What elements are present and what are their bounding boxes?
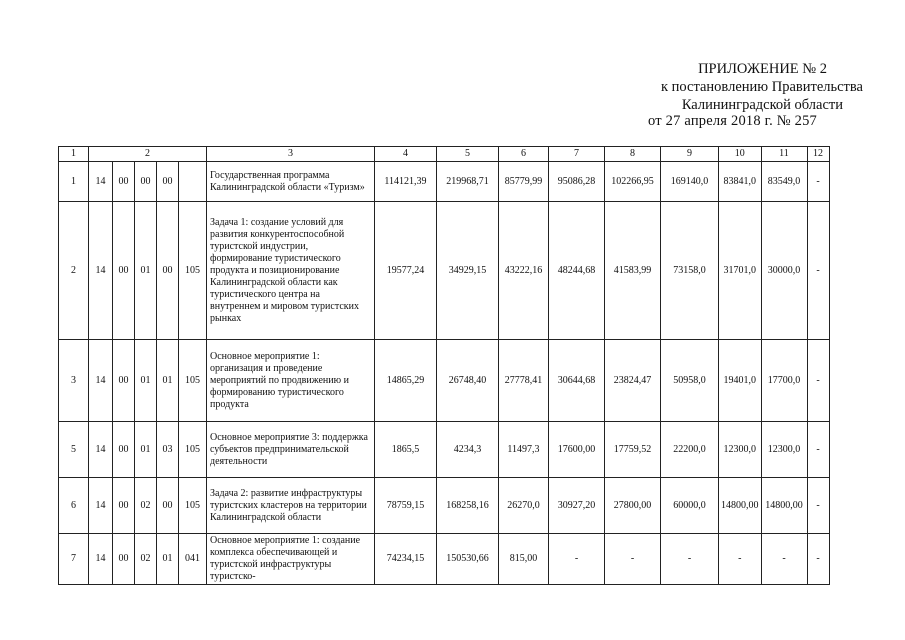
cell-c4: 01 <box>157 534 179 585</box>
cell-v7: - <box>549 534 605 585</box>
cell-v9: 73158,0 <box>661 202 719 340</box>
cell-v9: 60000,0 <box>661 478 719 534</box>
cell-c2: 00 <box>113 534 135 585</box>
cell-c5: 105 <box>179 202 207 340</box>
cell-v9: 22200,0 <box>661 422 719 478</box>
cell-v9: 50958,0 <box>661 340 719 422</box>
cell-v12: - <box>807 340 829 422</box>
cell-v12: - <box>807 534 829 585</box>
cell-v6: 43222,16 <box>499 202 549 340</box>
table-row <box>59 478 830 534</box>
cell-v4: 78759,15 <box>375 478 437 534</box>
cell-desc: Государственная программа Калининградской области «Туризм» <box>207 162 375 202</box>
cell-v8: - <box>605 534 661 585</box>
cell-v11: 17700,0 <box>761 340 807 422</box>
cell-c2: 00 <box>113 340 135 422</box>
cell-v10: 83841,0 <box>719 162 762 202</box>
cell-v10: 14800,00 <box>719 478 762 534</box>
header-cell-7: 7 <box>549 147 605 162</box>
appendix-subtitle-line2: Калининградской области <box>681 97 843 113</box>
cell-c3: 01 <box>135 340 157 422</box>
header-cell-3: 3 <box>207 147 375 162</box>
table-row <box>59 340 830 422</box>
cell-desc: Задача 2: развитие инфраструктуры туристских кластеров на территории Калининградской области <box>207 478 375 534</box>
cell-v8: 41583,99 <box>605 202 661 340</box>
cell-v5: 26748,40 <box>437 340 499 422</box>
cell-v7: 30927,20 <box>549 478 605 534</box>
cell-desc: Основное мероприятие 3: поддержка субъектов предпринимательской деятельности <box>207 422 375 478</box>
cell-c4: 00 <box>157 162 179 202</box>
cell-v5: 4234,3 <box>437 422 499 478</box>
table-header-row <box>59 147 830 162</box>
cell-c4: 01 <box>157 340 179 422</box>
cell-c5: 041 <box>179 534 207 585</box>
cell-v5: 168258,16 <box>437 478 499 534</box>
cell-n: 7 <box>59 534 89 585</box>
cell-v11: 14800,00 <box>761 478 807 534</box>
cell-v4: 14865,29 <box>375 340 437 422</box>
cell-c4: 03 <box>157 422 179 478</box>
cell-n: 6 <box>59 478 89 534</box>
cell-v10: 19401,0 <box>719 340 762 422</box>
cell-c3: 01 <box>135 202 157 340</box>
cell-v9: 169140,0 <box>661 162 719 202</box>
cell-v12: - <box>807 162 829 202</box>
cell-c1: 14 <box>89 422 113 478</box>
cell-c5: 105 <box>179 340 207 422</box>
cell-desc: Основное мероприятие 1: создание комплекса обеспечивающей и туристской инфраструктуры туристско- <box>207 534 375 585</box>
cell-n: 2 <box>59 202 89 340</box>
cell-c4: 00 <box>157 202 179 340</box>
appendix-title: ПРИЛОЖЕНИЕ № 2 <box>698 61 827 77</box>
cell-c2: 00 <box>113 202 135 340</box>
header-cell-1: 1 <box>59 147 89 162</box>
cell-v6: 815,00 <box>499 534 549 585</box>
table-row <box>59 202 830 340</box>
appendix-date-number: от 27 апреля 2018 г. № 257 <box>648 113 817 129</box>
cell-n: 1 <box>59 162 89 202</box>
cell-desc: Задача 1: создание условий для развития конкурентоспособной туристской индустрии, формирование туристического продукта и позиционирование Калининградской области как туристического центра на внутреннем и мировом туристских рынках <box>207 202 375 340</box>
cell-v7: 30644,68 <box>549 340 605 422</box>
cell-n: 3 <box>59 340 89 422</box>
cell-v11: - <box>761 534 807 585</box>
cell-v4: 19577,24 <box>375 202 437 340</box>
cell-c1: 14 <box>89 202 113 340</box>
cell-v5: 34929,15 <box>437 202 499 340</box>
cell-v6: 26270,0 <box>499 478 549 534</box>
cell-v10: 31701,0 <box>719 202 762 340</box>
cell-v9: - <box>661 534 719 585</box>
cell-v6: 27778,41 <box>499 340 549 422</box>
cell-v11: 83549,0 <box>761 162 807 202</box>
cell-c3: 00 <box>135 162 157 202</box>
cell-c3: 02 <box>135 534 157 585</box>
cell-c2: 00 <box>113 162 135 202</box>
cell-v7: 95086,28 <box>549 162 605 202</box>
appendix-subtitle-line1: к постановлению Правительства <box>661 79 863 95</box>
table-row <box>59 534 830 585</box>
budget-table <box>58 146 830 585</box>
cell-c2: 00 <box>113 478 135 534</box>
cell-v10: - <box>719 534 762 585</box>
header-cell-4: 4 <box>375 147 437 162</box>
table-row <box>59 162 830 202</box>
cell-v6: 11497,3 <box>499 422 549 478</box>
cell-c4: 00 <box>157 478 179 534</box>
cell-v5: 150530,66 <box>437 534 499 585</box>
header-cell-10: 10 <box>719 147 762 162</box>
cell-v7: 48244,68 <box>549 202 605 340</box>
cell-c5 <box>179 162 207 202</box>
cell-c1: 14 <box>89 162 113 202</box>
header-cell-11: 11 <box>761 147 807 162</box>
cell-v8: 102266,95 <box>605 162 661 202</box>
cell-v4: 114121,39 <box>375 162 437 202</box>
cell-v12: - <box>807 202 829 340</box>
header-cell-6: 6 <box>499 147 549 162</box>
cell-c1: 14 <box>89 534 113 585</box>
header-cell-5: 5 <box>437 147 499 162</box>
cell-desc: Основное мероприятие 1: организация и проведение мероприятий по продвижению и формированию туристического продукта <box>207 340 375 422</box>
cell-v11: 30000,0 <box>761 202 807 340</box>
cell-v8: 17759,52 <box>605 422 661 478</box>
cell-v11: 12300,0 <box>761 422 807 478</box>
header-cell-12: 12 <box>807 147 829 162</box>
cell-c5: 105 <box>179 478 207 534</box>
header-cell-9: 9 <box>661 147 719 162</box>
cell-v8: 27800,00 <box>605 478 661 534</box>
cell-c5: 105 <box>179 422 207 478</box>
cell-c1: 14 <box>89 340 113 422</box>
cell-v10: 12300,0 <box>719 422 762 478</box>
cell-v4: 1865,5 <box>375 422 437 478</box>
cell-c3: 02 <box>135 478 157 534</box>
cell-v7: 17600,00 <box>549 422 605 478</box>
header-cell-8: 8 <box>605 147 661 162</box>
cell-v12: - <box>807 422 829 478</box>
cell-v6: 85779,99 <box>499 162 549 202</box>
cell-v12: - <box>807 478 829 534</box>
cell-c2: 00 <box>113 422 135 478</box>
cell-n: 5 <box>59 422 89 478</box>
cell-c1: 14 <box>89 478 113 534</box>
table-row <box>59 422 830 478</box>
cell-v8: 23824,47 <box>605 340 661 422</box>
cell-c3: 01 <box>135 422 157 478</box>
header-cell-2: 2 <box>89 147 207 162</box>
cell-v4: 74234,15 <box>375 534 437 585</box>
cell-v5: 219968,71 <box>437 162 499 202</box>
